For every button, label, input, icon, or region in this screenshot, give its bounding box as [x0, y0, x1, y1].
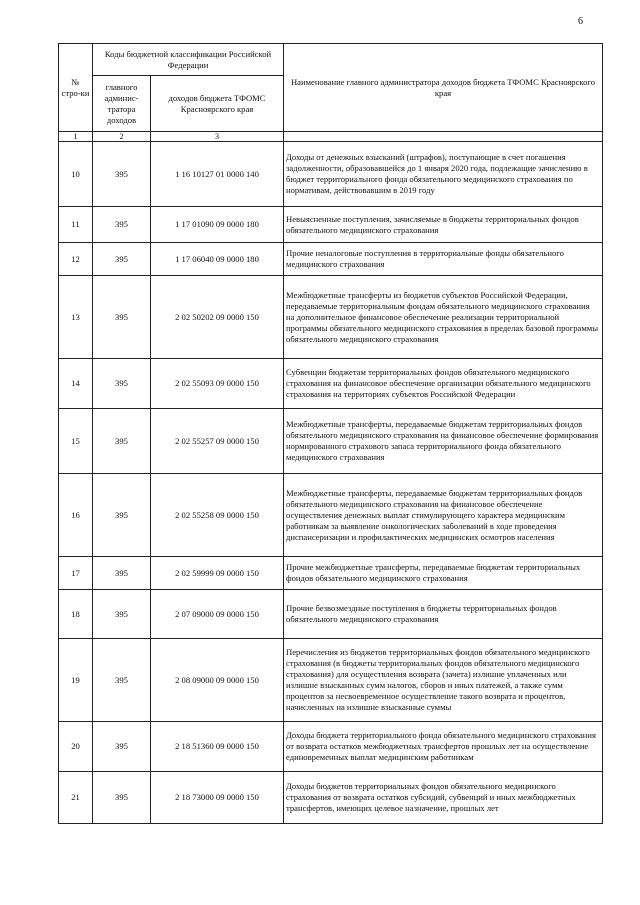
table-row [59, 590, 603, 639]
administrator-code: 395 [93, 639, 151, 722]
row-number: 17 [59, 557, 93, 590]
income-description: Прочие неналоговые поступления в территориальные фонды обязательного медицинского страхования [284, 243, 603, 276]
header-main-administrator: главного админис-тратора доходов [93, 76, 151, 132]
administrator-code: 395 [93, 722, 151, 772]
budget-code: 2 02 50202 09 0000 150 [151, 276, 284, 359]
income-description: Невыясненные поступления, зачисляемые в бюджеты территориальных фондов обязательного медицинского страхования [284, 207, 603, 243]
budget-code: 2 07 09000 09 0000 150 [151, 590, 284, 639]
budget-code: 2 18 73000 09 0000 150 [151, 772, 284, 824]
administrator-code: 395 [93, 772, 151, 824]
income-description: Доходы от денежных взысканий (штрафов), поступающие в счет погашения задолженности, образовавшейся до 1 января 2020 года, подлежащие зачислению в бюджет территориального фонда обязательного медицинского страхования по нормативам, действовавшим в 2019 году [284, 142, 603, 207]
income-description: Доходы бюджета территориального фонда обязательного медицинского страхования от возврата остатков межбюджетных трансфертов прошлых лет на осуществление единовременных выплат медицинским работникам [284, 722, 603, 772]
table-row [59, 142, 603, 207]
row-number: 19 [59, 639, 93, 722]
administrator-code: 395 [93, 359, 151, 409]
row-number: 12 [59, 243, 93, 276]
administrator-code: 395 [93, 207, 151, 243]
row-number: 11 [59, 207, 93, 243]
header-row-number: № стро-ки [59, 44, 93, 132]
budget-code: 2 08 09000 09 0000 150 [151, 639, 284, 722]
budget-code: 1 17 01090 09 0000 180 [151, 207, 284, 243]
row-number: 18 [59, 590, 93, 639]
budget-code: 2 02 55093 09 0000 150 [151, 359, 284, 409]
income-description: Прочие межбюджетные трансферты, передаваемые бюджетам территориальных фондов обязательного медицинского страхования [284, 557, 603, 590]
header-index-empty [284, 132, 603, 142]
row-number: 20 [59, 722, 93, 772]
header-index: 3 [151, 132, 284, 142]
budget-code: 2 18 51360 09 0000 150 [151, 722, 284, 772]
header-classification-codes: Коды бюджетной классификации Российской Федерации [93, 44, 284, 76]
budget-code: 1 16 10127 01 0000 140 [151, 142, 284, 207]
administrator-code: 395 [93, 409, 151, 474]
income-description: Межбюджетные трансферты, передаваемые бюджетам территориальных фондов обязательного медицинского страхования на финансовое обеспечение осуществления денежных выплат стимулирующего характера медицинским работникам за выявление онкологических заболеваний в ходе проведения диспансеризации и профилактических медицинских осмотров населения [284, 474, 603, 557]
table-header [59, 44, 603, 142]
row-number: 13 [59, 276, 93, 359]
administrator-code: 395 [93, 474, 151, 557]
row-number: 21 [59, 772, 93, 824]
income-description: Межбюджетные трансферты из бюджетов субъектов Российской Федерации, передаваемые территориальным фондам обязательного медицинского страхования на дополнительное финансовое обеспечение реализации территориальной программы обязательного медицинского страхования в пределах базовой программы обязательного медицинского страхования [284, 276, 603, 359]
income-description: Перечисления из бюджетов территориальных фондов обязательного медицинского страхования (в бюджеты территориальных фондов обязательного медицинского страхования) для осуществления возврата (зачета) излишне уплаченных или излишне взысканных сумм налогов, сборов и иных платежей, а также сумм процентов за несвоевременное осуществление такого возврата и процентов, начисленных на излишне взысканные суммы [284, 639, 603, 722]
header-index: 2 [93, 132, 151, 142]
table-row [59, 409, 603, 474]
table-row [59, 722, 603, 772]
page-number: 6 [578, 16, 583, 27]
table-row [59, 474, 603, 557]
table-row [59, 276, 603, 359]
budget-code: 2 02 55257 09 0000 150 [151, 409, 284, 474]
administrator-code: 395 [93, 590, 151, 639]
administrator-code: 395 [93, 557, 151, 590]
administrator-code: 395 [93, 142, 151, 207]
table-row [59, 243, 603, 276]
income-description: Доходы бюджетов территориальных фондов обязательного медицинского страхования от возврата остатков субсидий, субвенций и иных межбюджетных трансфертов, имеющих целевое назначение, прошлых лет [284, 772, 603, 824]
budget-code: 1 17 06040 09 0000 180 [151, 243, 284, 276]
budget-code: 2 02 59999 09 0000 150 [151, 557, 284, 590]
row-number: 10 [59, 142, 93, 207]
header-index: 1 [59, 132, 93, 142]
table-row [59, 639, 603, 722]
budget-codes-table [58, 43, 603, 824]
row-number: 14 [59, 359, 93, 409]
header-administrator-name: Наименование главного администратора доходов бюджета ТФОМС Красноярского края [284, 44, 603, 132]
table-row [59, 359, 603, 409]
administrator-code: 395 [93, 243, 151, 276]
budget-code: 2 02 55258 09 0000 150 [151, 474, 284, 557]
header-income-code: доходов бюджета ТФОМС Красноярского края [151, 76, 284, 132]
table-body [59, 142, 603, 824]
table-row [59, 557, 603, 590]
table-row [59, 772, 603, 824]
income-description: Межбюджетные трансферты, передаваемые бюджетам территориальных фондов обязательного медицинского страхования на финансовое обеспечение формирования нормированного страхового запаса территориального фонда обязательного медицинского страхования [284, 409, 603, 474]
row-number: 15 [59, 409, 93, 474]
table-row [59, 207, 603, 243]
administrator-code: 395 [93, 276, 151, 359]
income-description: Субвенции бюджетам территориальных фондов обязательного медицинского страхования на финансовое обеспечение организации обязательного медицинского страхования на территориях субъектов Российской Федерации [284, 359, 603, 409]
row-number: 16 [59, 474, 93, 557]
income-description: Прочие безвозмездные поступления в бюджеты территориальных фондов обязательного медицинского страхования [284, 590, 603, 639]
